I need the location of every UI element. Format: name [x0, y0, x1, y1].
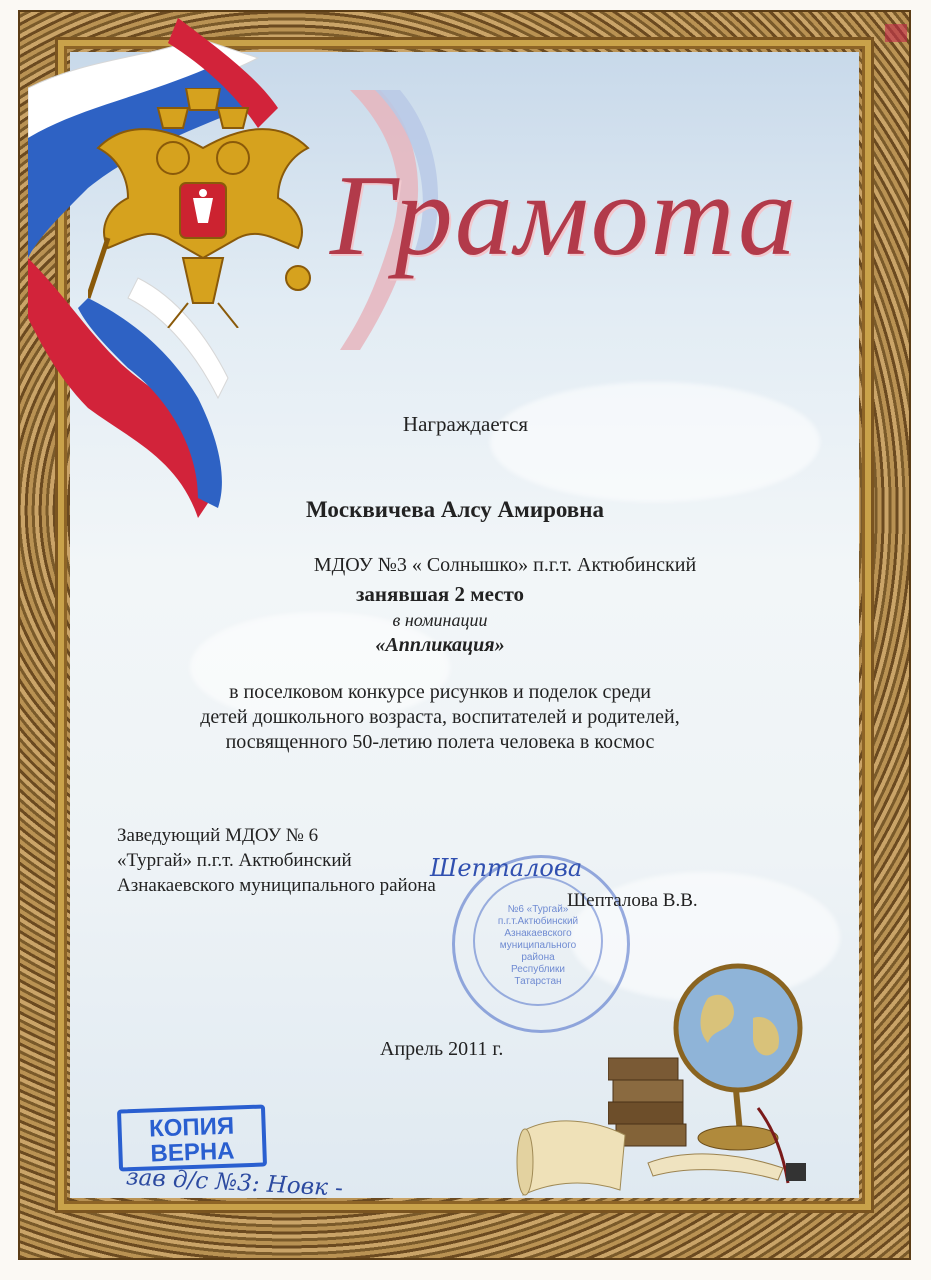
contest-line: детей дошкольного возраста, воспитателей и родителей,: [200, 706, 680, 728]
seal-line: муниципального: [499, 940, 577, 951]
signatory-line: Заведующий МДОУ № 6: [117, 825, 319, 846]
seal-line: Татарстан: [514, 976, 562, 987]
globe-and-books-icon: [608, 958, 823, 1188]
place-text: занявшая 2 место: [355, 582, 525, 606]
signatory-block: [117, 823, 436, 898]
recipient-name: Москвичева Алсу Амировна: [306, 497, 604, 522]
seal-line: Азнакаевского: [504, 928, 572, 939]
seal-line: района: [521, 952, 555, 963]
certificate-title: Грамота: [330, 152, 798, 280]
contest-line: посвященного 50-летию полета человека в космос: [225, 731, 655, 753]
issue-date: Апрель 2011 г.: [380, 1038, 504, 1060]
nomination-label: в номинации: [392, 610, 488, 630]
seal-line: Республики: [511, 964, 565, 975]
handwritten-note: зав д/с №3: Новк -: [125, 1164, 344, 1202]
nomination-value: «Аппликация»: [375, 634, 505, 656]
signatory-line: Азнакаевского муниципального района: [117, 875, 436, 896]
contest-line: в поселковом конкурсе рисунков и поделок среди: [229, 681, 651, 703]
signatory-line: «Тургай» п.г.т. Актюбинский: [117, 850, 352, 871]
seal-line: №6 «Тургай»: [507, 904, 569, 915]
corner-mark: [885, 24, 907, 42]
coat-of-arms-icon: [88, 88, 318, 328]
signatory-name: Шепталова В.В.: [567, 890, 698, 911]
stamp-line: ВЕРНА: [150, 1137, 235, 1168]
seal-line: п.г.т.Актюбинский: [497, 916, 579, 927]
organization: МДОУ №3 « Солнышко» п.г.т. Актюбинский: [313, 554, 697, 576]
stamp-line: КОПИЯ: [148, 1112, 235, 1143]
copy-true-stamp: [117, 1104, 267, 1171]
handwritten-signature: Шепталова: [430, 854, 583, 882]
awarded-label: Награждается: [402, 412, 529, 436]
contest-description: [80, 680, 800, 755]
scroll-icon: [515, 1110, 635, 1205]
